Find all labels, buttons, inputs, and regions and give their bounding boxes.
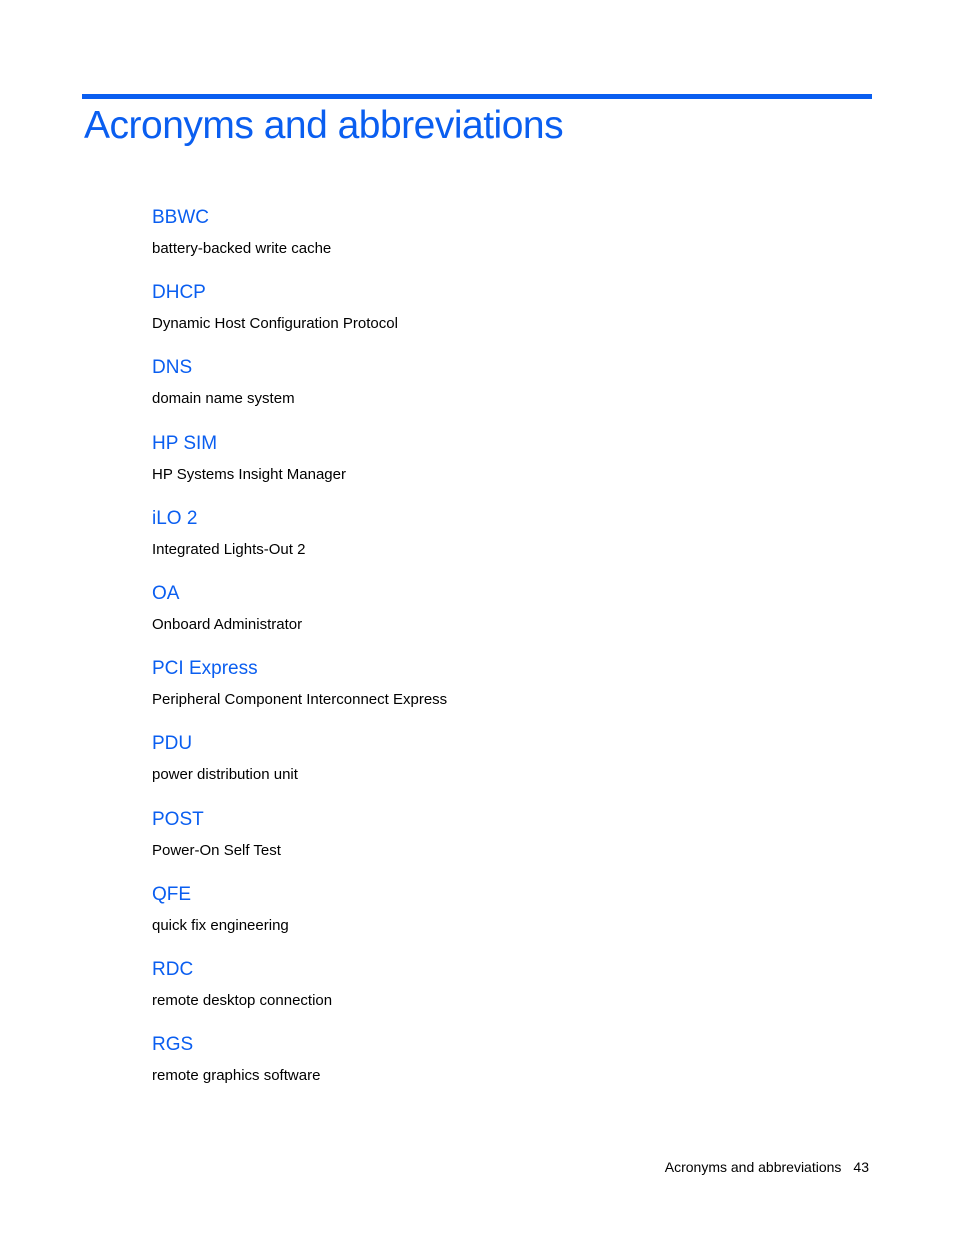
acronym-definition: HP Systems Insight Manager — [152, 465, 346, 483]
acronym-entry — [152, 731, 852, 806]
acronym-term: POST — [152, 808, 204, 830]
acronym-definition: Integrated Lights-Out 2 — [152, 540, 306, 558]
acronym-term: PDU — [152, 733, 193, 755]
acronym-list — [152, 205, 852, 1107]
acronym-definition: Peripheral Component Interconnect Express — [152, 691, 448, 709]
page-footer — [665, 1157, 869, 1177]
acronym-entry — [152, 1032, 852, 1107]
acronym-definition: power distribution unit — [152, 766, 298, 784]
acronym-term: DNS — [152, 357, 193, 379]
footer-section-title: Acronyms and abbreviations — [664, 1159, 842, 1175]
acronym-entry — [152, 355, 852, 430]
acronym-entry — [152, 431, 852, 506]
acronym-term: iLO 2 — [152, 507, 198, 529]
acronym-entry — [152, 656, 852, 731]
acronym-definition: Power-On Self Test — [152, 841, 281, 859]
acronym-term: OA — [152, 582, 180, 604]
acronym-definition: quick fix engineering — [152, 916, 289, 934]
acronym-entry — [152, 506, 852, 581]
acronym-term: RDC — [152, 958, 194, 980]
title-rule — [82, 94, 872, 99]
acronym-term: BBWC — [152, 207, 209, 228]
acronym-definition: domain name system — [152, 390, 295, 408]
acronym-definition: battery-backed write cache — [152, 240, 332, 257]
acronym-entry — [152, 957, 852, 1032]
acronym-entry — [152, 581, 852, 656]
acronym-entry — [152, 882, 852, 957]
page-number: 43 — [853, 1159, 869, 1175]
acronym-term: RGS — [152, 1034, 194, 1056]
acronym-definition: remote desktop connection — [152, 991, 333, 1009]
acronym-entry — [152, 280, 852, 355]
acronym-term: PCI Express — [152, 658, 258, 680]
acronym-definition: Dynamic Host Configuration Protocol — [152, 315, 398, 333]
acronym-entry — [152, 205, 852, 280]
acronym-entry — [152, 807, 852, 882]
acronym-term: HP SIM — [152, 432, 218, 454]
acronym-term: DHCP — [152, 282, 206, 304]
acronym-definition: Onboard Administrator — [152, 615, 303, 633]
acronym-definition: remote graphics software — [152, 1067, 321, 1085]
page-title: Acronyms and abbreviations — [84, 104, 564, 147]
acronym-term: QFE — [152, 883, 192, 905]
